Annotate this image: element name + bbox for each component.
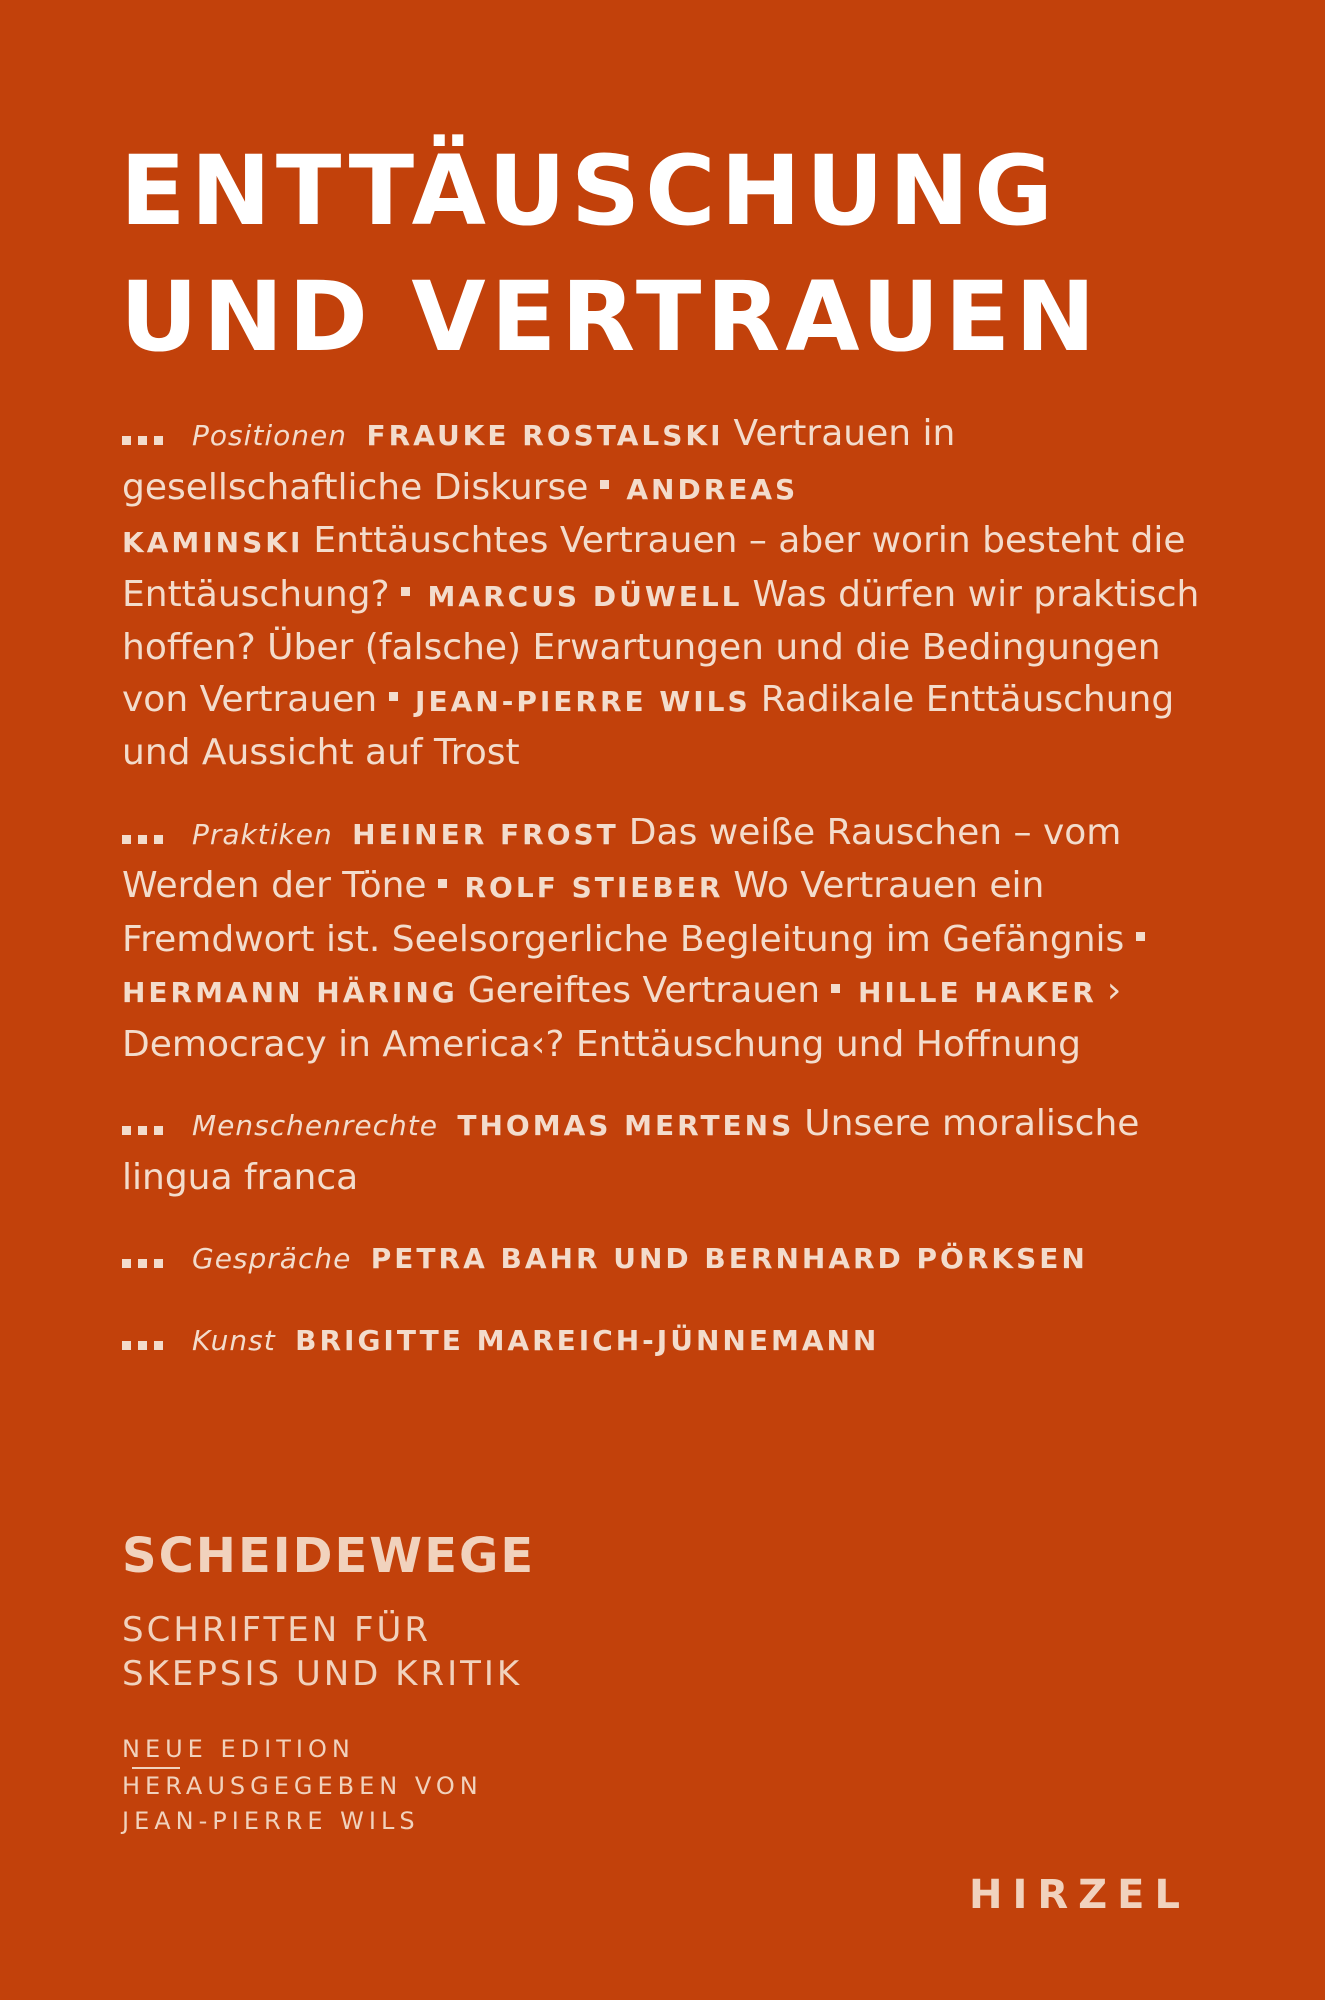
section-category: Kunst bbox=[192, 1323, 276, 1357]
entry-text: › Democracy in America‹? Enttäuschung und Hoffnung bbox=[122, 970, 1122, 1065]
title-line-2: UND VERTRAUEN bbox=[120, 261, 1101, 373]
section-category: Gespräche bbox=[192, 1242, 352, 1275]
edition-line-1 bbox=[122, 1732, 922, 1769]
entry-text: Radikale Enttäuschung und Aussicht auf Trost bbox=[122, 678, 1175, 773]
entry-author: HERMANN HÄRING bbox=[122, 976, 458, 1009]
section-praktiken bbox=[122, 807, 1232, 1071]
separator-icon bbox=[831, 984, 840, 993]
edition-label: NEUE EDITION bbox=[122, 1735, 355, 1763]
section-category: Praktiken bbox=[192, 817, 333, 851]
section-positionen bbox=[122, 408, 1232, 779]
entry-text: Gereiftes Vertrauen bbox=[467, 970, 821, 1011]
section-marker-icon bbox=[122, 812, 170, 853]
separator-icon bbox=[438, 879, 447, 888]
section-marker-icon bbox=[122, 1103, 170, 1144]
section-marker-icon bbox=[122, 413, 170, 454]
entry-text: Unsere moralische lingua franca bbox=[122, 1103, 1140, 1198]
table-of-contents bbox=[122, 408, 1232, 1394]
entry-author: ANDREAS KAMINSKI bbox=[122, 472, 799, 559]
series-name: SCHEIDEWEGE bbox=[122, 1528, 536, 1584]
entry-author: PETRA BAHR UND BERNHARD PÖRKSEN bbox=[370, 1242, 1088, 1275]
edition-line-2: HERAUSGEGEBEN VON bbox=[122, 1772, 483, 1800]
entry-author: ROLF STIEBER bbox=[464, 871, 724, 904]
separator-icon bbox=[1136, 932, 1145, 941]
entry-author: THOMAS MERTENS bbox=[457, 1109, 795, 1142]
series-subtitle-line-2: SKEPSIS UND KRITIK bbox=[122, 1654, 523, 1694]
section-menschenrechte bbox=[122, 1098, 1232, 1203]
entry-author: BRIGITTE MAREICH-JÜNNEMANN bbox=[295, 1323, 880, 1357]
entry-author: JEAN-PIERRE WILS bbox=[415, 684, 751, 718]
entry-text: Wo Vertrauen ein Fremdwort ist. Seelsorgerliche Begleitung im Gefängnis bbox=[122, 865, 1125, 960]
section-marker-icon bbox=[122, 1318, 170, 1359]
edition-info bbox=[122, 1732, 922, 1839]
section-gespraeche bbox=[122, 1231, 1232, 1285]
section-marker-icon bbox=[122, 1236, 170, 1277]
series-subtitle-line-1: SCHRIFTEN FÜR bbox=[122, 1610, 432, 1650]
entry-author: FRAUKE ROSTALSKI bbox=[366, 419, 724, 452]
entry-author: HEINER FROST bbox=[352, 817, 619, 851]
book-title bbox=[120, 128, 1240, 380]
separator-icon bbox=[389, 692, 398, 701]
entry-author: MARCUS DÜWELL bbox=[427, 579, 743, 613]
title-line-1: ENTTÄUSCHUNG bbox=[120, 135, 1058, 247]
separator-icon bbox=[401, 587, 410, 596]
series-subtitle bbox=[122, 1608, 922, 1696]
section-category: Menschenrechte bbox=[192, 1109, 438, 1142]
publisher-logo: HIRZEL bbox=[969, 1872, 1190, 1918]
separator-icon bbox=[600, 480, 609, 489]
entry-text: Das weiße Rauschen – vom Werden der Töne bbox=[122, 811, 1122, 906]
entry-text: Vertrauen in gesellschaftliche Diskurse bbox=[122, 413, 956, 508]
entry-author: HILLE HAKER bbox=[857, 976, 1097, 1009]
section-category: Positionen bbox=[192, 419, 347, 452]
entry-text: Was dürfen wir praktisch hoffen? Über (falsche) Erwartungen und die Bedingungen von Vertrauen bbox=[122, 573, 1200, 720]
entry-text: Enttäuschtes Vertrauen – aber worin besteht die Enttäuschung? bbox=[122, 520, 1186, 615]
edition-line-3: JEAN-PIERRE WILS bbox=[122, 1807, 420, 1835]
section-kunst bbox=[122, 1313, 1232, 1367]
